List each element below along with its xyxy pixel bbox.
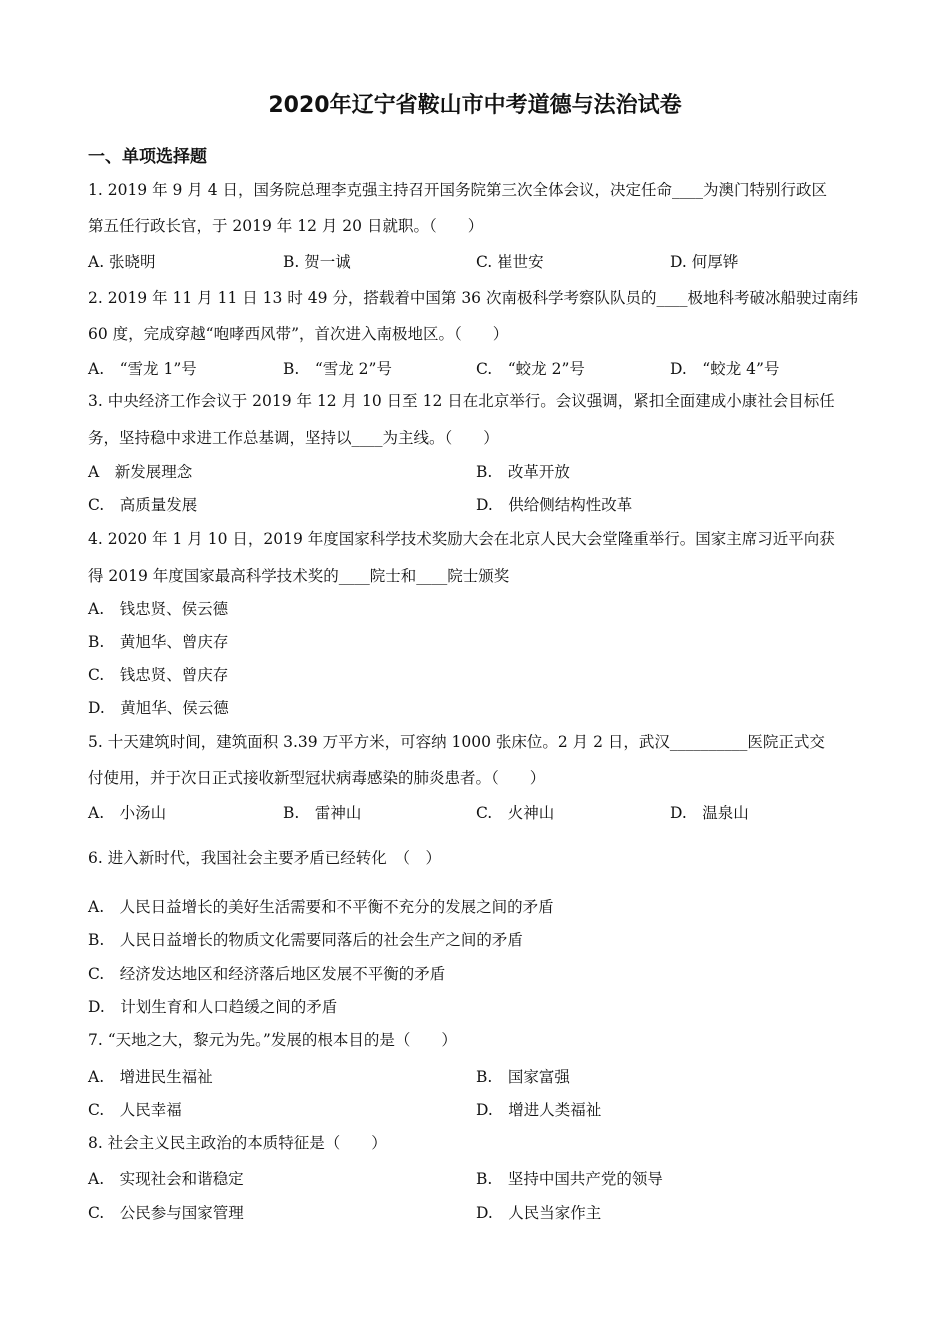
question-5-line-2: 付使用，并于次日正式接收新型冠状病毒感染的肺炎患者。（ ） — [88, 769, 546, 787]
question-4-option-c: C. 钱忠贤、曾庆存 — [88, 666, 229, 684]
question-1-line-1: 1. 2019 年 9 月 4 日，国务院总理李克强主持召开国务院第三次全体会议，决定任命____为澳门特别行政区 — [88, 181, 828, 199]
question-1-line-2: 第五任行政长官，于 2019 年 12 月 20 日就职。（ ） — [88, 217, 484, 235]
question-6-option-d: D. 计划生育和人口趋缓之间的矛盾 — [88, 998, 338, 1016]
question-4-option-d: D. 黄旭华、侯云德 — [88, 699, 229, 717]
question-8-option-c: C. 公民参与国家管理 — [88, 1204, 244, 1222]
question-5-option-a: A. 小汤山 — [88, 804, 167, 822]
question-6-option-a: A. 人民日益增长的美好生活需要和不平衡不充分的发展之间的矛盾 — [88, 898, 554, 916]
question-2-line-1: 2. 2019 年 11 月 11 日 13 时 49 分，搭载着中国第 36 次南极科学考察队队员的____极地科考破冰船驶过南纬 — [88, 289, 858, 307]
question-1-option-a: A. 张晓明 — [88, 253, 156, 271]
question-4-line-2: 得 2019 年度国家最高科学技术奖的____院士和____院士颁奖 — [88, 567, 510, 585]
question-3-line-2: 务，坚持稳中求进工作总基调，坚持以____为主线。（ ） — [88, 429, 499, 447]
question-2-line-2: 60 度，完成穿越“咆哮西风带”，首次进入南极地区。（ ） — [88, 325, 509, 343]
question-8-option-a: A. 实现社会和谐稳定 — [88, 1170, 244, 1188]
question-6-line-1: 6. 进入新时代，我国社会主要矛盾已经转化 （ ） — [88, 849, 441, 867]
question-5-line-1: 5. 十天建筑时间，建筑面积 3.39 万平方米，可容纳 1000 张床位。2 月 2 日，武汉__________医院正式交 — [88, 733, 825, 751]
question-7-line-1: 7. “天地之大，黎元为先。”发展的根本目的是（ ） — [88, 1031, 457, 1049]
question-3-line-1: 3. 中央经济工作会议于 2019 年 12 月 10 日至 12 日在北京举行。会议强调，紧扣全面建成小康社会目标任 — [88, 392, 835, 410]
question-1-option-b: B. 贺一诚 — [283, 253, 351, 271]
section-heading: 一、单项选择题 — [88, 147, 207, 167]
question-6-option-b: B. 人民日益增长的物质文化需要同落后的社会生产之间的矛盾 — [88, 931, 523, 949]
question-4-option-a: A. 钱忠贤、侯云德 — [88, 600, 229, 618]
question-2-option-c: C. “蛟龙 2”号 — [476, 360, 585, 378]
question-7-option-b: B. 国家富强 — [476, 1068, 570, 1086]
question-5-option-b: B. 雷神山 — [283, 804, 362, 822]
question-7-option-d: D. 增进人类福祉 — [476, 1101, 602, 1119]
question-3-option-b: B. 改革开放 — [476, 463, 570, 481]
question-6-option-c: C. 经济发达地区和经济落后地区发展不平衡的矛盾 — [88, 965, 446, 983]
page-title: 2020年辽宁省鞍山市中考道德与法治试卷 — [268, 93, 682, 118]
question-8-option-b: B. 坚持中国共产党的领导 — [476, 1170, 663, 1188]
question-2-option-d: D. “蛟龙 4”号 — [670, 360, 780, 378]
question-3-option-c: C. 高质量发展 — [88, 496, 198, 514]
question-4-line-1: 4. 2020 年 1 月 10 日，2019 年度国家科学技术奖励大会在北京人民大会堂隆重举行。国家主席习近平向获 — [88, 530, 835, 548]
question-8-option-d: D. 人民当家作主 — [476, 1204, 602, 1222]
question-7-option-c: C. 人民幸福 — [88, 1101, 182, 1119]
question-3-option-d: D. 供给侧结构性改革 — [476, 496, 633, 514]
question-8-line-1: 8. 社会主义民主政治的本质特征是（ ） — [88, 1134, 387, 1152]
question-1-option-c: C. 崔世安 — [476, 253, 544, 271]
question-3-option-a: A 新发展理念 — [88, 463, 193, 481]
question-7-option-a: A. 增进民生福祉 — [88, 1068, 213, 1086]
question-4-option-b: B. 黄旭华、曾庆存 — [88, 633, 229, 651]
question-2-option-b: B. “雪龙 2”号 — [283, 360, 392, 378]
question-1-option-d: D. 何厚铧 — [670, 253, 739, 271]
question-2-option-a: A. “雪龙 1”号 — [88, 360, 197, 378]
question-5-option-c: C. 火神山 — [476, 804, 555, 822]
question-5-option-d: D. 温泉山 — [670, 804, 749, 822]
